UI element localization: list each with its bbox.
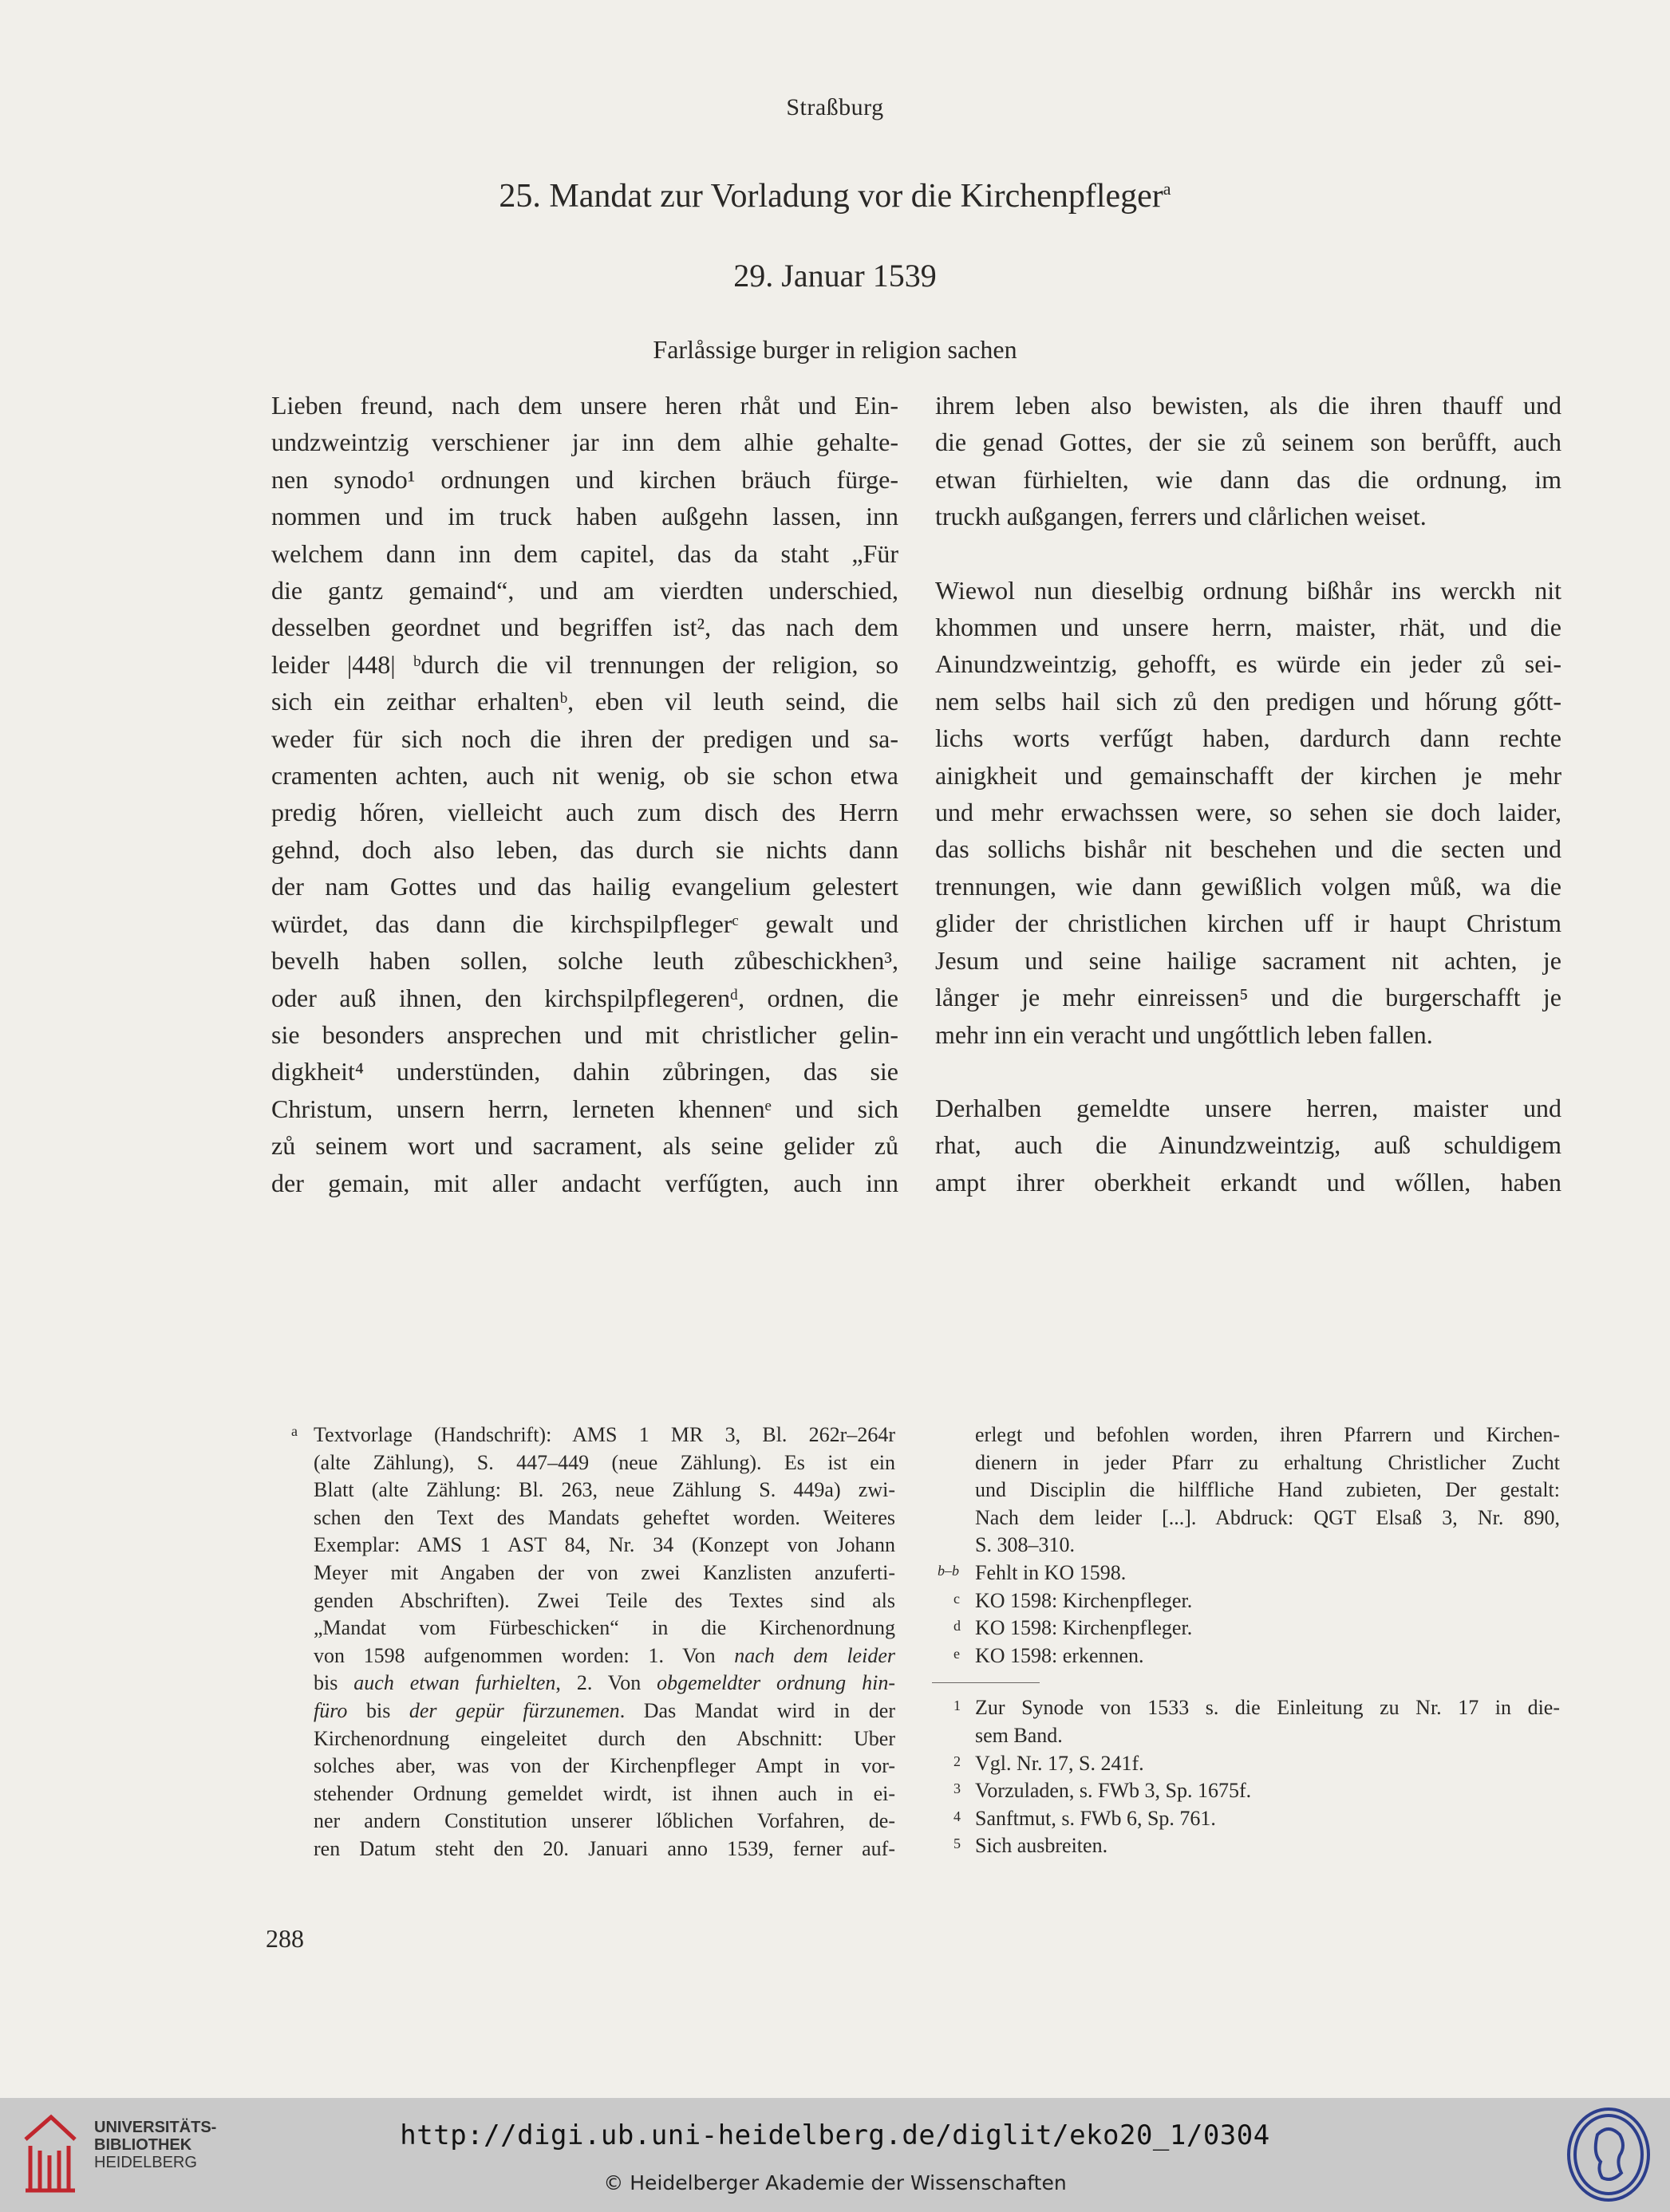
text-line: Kirchenordnung eingeleitet durch den Abschnitt: Uber	[314, 1726, 895, 1750]
commentary-note	[930, 1805, 1560, 1833]
text-line: das sollichs bishår nit beschehen und die secten und	[935, 834, 1561, 864]
text-line: långer je mehr einreissen⁵ und die burgerschafft je	[935, 983, 1561, 1012]
text-line: Sanftmut, s. FWb 6, Sp. 761.	[975, 1806, 1216, 1830]
text-line: sem Band.	[975, 1723, 1063, 1747]
text-line: und Disciplin die hilffliche Hand zubieten, Der gestalt:	[975, 1478, 1560, 1502]
text-line: ampt ihrer oberkheit erkandt und wőllen, haben	[935, 1167, 1561, 1197]
text-line: digkheit⁴ understünden, dahin zůbringen, das sie	[271, 1057, 898, 1086]
text-line: Blatt (alte Zählung: Bl. 263, neue Zählung S. 449a) zwi-	[314, 1478, 895, 1502]
title-note-mark: a	[1163, 179, 1171, 199]
document-subtitle: Farlåssige burger in religion sachen	[653, 335, 1017, 364]
textual-note	[930, 1587, 1560, 1615]
footnote-mark: 1	[953, 1697, 961, 1714]
footnote-text: KO 1598: Kirchenpfleger.	[975, 1588, 1193, 1612]
text-line: zů seinem wort und sacrament, als seine gelider zů	[271, 1131, 898, 1161]
text-line: mehr inn ein veracht und ungőttlich leben fallen.	[935, 1019, 1433, 1049]
document-title	[0, 177, 1670, 215]
text-line: Exemplar: AMS 1 AST 84, Nr. 34 (Konzept von Johann	[314, 1533, 895, 1557]
text-line: bis auch etwan furhielten, 2. Von obgemeldter ordnung hin-	[314, 1671, 895, 1695]
footnote-left-column	[291, 1421, 895, 1863]
text-line: würdet, das dann die kirchspilpflegerᶜ gewalt und	[271, 909, 898, 938]
text-line: erlegt und befohlen worden, ihren Pfarrern und Kirchen-	[975, 1423, 1560, 1446]
footnote-mark: 2	[953, 1753, 961, 1769]
textual-note	[930, 1642, 1560, 1670]
text-line: dienern in jeder Pfarr zu erhaltung Christlicher Zucht	[975, 1450, 1560, 1474]
text-line: füro bis der gepür fürzunemen. Das Mandat wird in der	[314, 1698, 896, 1722]
page-number: 288	[266, 1924, 304, 1953]
text-line: schen den Text des Mandats geheftet worden. Weiteres	[314, 1505, 895, 1529]
footnote-a	[291, 1421, 895, 1863]
document-date: 29. Januar 1539	[733, 258, 937, 294]
text-line: Derhalben gemeldte unsere herren, maister und	[935, 1093, 1561, 1122]
footnote-mark: 5	[953, 1835, 961, 1852]
textual-note	[930, 1559, 1560, 1587]
body-right-column	[935, 387, 1561, 1201]
text-line: truckh außgangen, ferrers und clårlichen weiset.	[935, 502, 1427, 531]
text-line: Vgl. Nr. 17, S. 241f.	[975, 1751, 1144, 1775]
text-line: Jesum und seine hailige sacrament nit achten, je	[935, 945, 1561, 975]
library-name-line: HEIDELBERG	[94, 2154, 197, 2171]
text-line: oder auß ihnen, den kirchspilpflegerenᵈ, ordnen, die	[271, 983, 898, 1012]
text-line: stehender Ordnung gemeldet wirdt, ist ihnen auch in ei-	[314, 1781, 895, 1805]
text-line: Vorzuladen, s. FWb 3, Sp. 1675f.	[975, 1779, 1252, 1803]
footnote-separator	[932, 1682, 1040, 1683]
text-line: sie besonders ansprechen und mit christlicher gelin-	[271, 1019, 898, 1049]
text-line: ihrem leben also bewisten, als die ihren thauff und	[935, 391, 1561, 420]
text-line: ainigkheit und gemainschafft der kirchen je mehr	[935, 760, 1561, 790]
commentary-note	[930, 1694, 1560, 1749]
text-line: lichs worts verfűgt haben, dardurch dann rechte	[935, 724, 1561, 753]
text-line: Lieben freund, nach dem unsere heren rhåt und Ein-	[271, 391, 898, 420]
footnote-mark: d	[953, 1618, 961, 1634]
academy-seal-icon[interactable]	[1565, 2106, 1652, 2203]
text-line: Wiewol nun dieselbig ordnung bißhår ins werckh nit	[935, 575, 1561, 605]
text-line: predig hőren, vielleicht auch zum disch des Herrn	[271, 798, 898, 827]
text-line: solches aber, was von der Kirchenpfleger Ampt in vor-	[314, 1754, 895, 1778]
text-line: cramenten achten, auch nit wenig, ob sie schon etwa	[271, 761, 898, 791]
running-head: Straßburg	[786, 94, 884, 120]
text-line: Nach dem leider [...]. Abdruck: QGT Elsaß 3, Nr. 890,	[975, 1505, 1560, 1529]
text-line: weder für sich noch die ihren der predigen und sa-	[271, 724, 898, 753]
text-line: Sich ausbreiten.	[975, 1834, 1108, 1858]
viewer-footer	[0, 2098, 1670, 2212]
footnote-a-continuation	[930, 1421, 1560, 1559]
body-left-column	[271, 387, 898, 1201]
body-paragraph	[935, 572, 1561, 1053]
text-line: bevelh haben sollen, solche leuth zůbeschickhen³,	[271, 946, 898, 976]
text-line: gehnd, doch also leben, das durch sie nichts dann	[271, 834, 898, 864]
text-line: der gemain, mit aller andacht verfűgten, auch inn	[271, 1168, 898, 1197]
text-line: die genad Gottes, der sie zů seinem son berůfft, auch	[935, 428, 1561, 457]
body-paragraph	[935, 1090, 1561, 1201]
body-paragraph	[935, 387, 1561, 535]
text-line: etwan fürhielten, wie dann das die ordnung, im	[935, 464, 1561, 494]
library-name-line: UNIVERSITÄTS-	[94, 2119, 217, 2136]
text-line: ner andern Constitution unserer lőblichen Vorfahren, de-	[314, 1809, 895, 1833]
text-line: genden Abschriften). Zwei Teile des Textes sind als	[314, 1588, 895, 1612]
text-line: Meyer mit Angaben der von zwei Kanzlisten anzuferti-	[314, 1560, 895, 1584]
footnote-mark: a	[291, 1423, 298, 1439]
text-line: trennungen, wie dann gewißlich volgen můß, wa die	[935, 871, 1561, 901]
text-line: nem selbs hail sich zů den predigen und hőrung gőtt-	[935, 686, 1561, 716]
text-line: ren Datum steht den 20. Januari anno 1539, ferner auf-	[314, 1836, 895, 1860]
footnote-mark: 4	[953, 1808, 961, 1824]
footnote-mark: e	[953, 1645, 960, 1662]
footnote-text: KO 1598: Kirchenpfleger.	[975, 1616, 1193, 1640]
text-line: Zur Synode von 1533 s. die Einleitung zu Nr. 17 in die-	[975, 1696, 1560, 1720]
footnote-mark: c	[953, 1590, 960, 1607]
commentary-note	[930, 1832, 1560, 1860]
text-line: (alte Zählung), S. 447–449 (neue Zählung). Es ist ein	[314, 1450, 895, 1474]
body-paragraph	[271, 387, 898, 1201]
text-line: sich ein zeithar erhaltenᵇ, eben vil leuth seind, die	[271, 687, 898, 716]
text-line: S. 308–310.	[975, 1533, 1075, 1557]
text-line: desselben geordnet und begriffen ist², das nach dem	[271, 613, 898, 642]
text-line: rhat, auch die Ainundzweintzig, auß schuldigem	[935, 1130, 1561, 1160]
commentary-note	[930, 1750, 1560, 1778]
text-line: Christum, unsern herrn, lerneten khennenᵉ und sich	[271, 1094, 898, 1123]
text-line: Ainundzweintzig, gehofft, es würde ein jeder zů sei-	[935, 649, 1561, 679]
text-line: die gantz gemaind“, und am vierdten underschied,	[271, 576, 898, 605]
title-text: 25. Mandat zur Vorladung vor die Kirchenpfleger	[499, 178, 1163, 215]
text-line: „Mandat vom Fürbeschicken“ in die Kirchenordnung	[314, 1616, 895, 1640]
footnote-text: KO 1598: erkennen.	[975, 1643, 1144, 1667]
text-line: undzweintzig verschiener jar inn dem alhie gehalte-	[271, 428, 898, 457]
text-line: Textvorlage (Handschrift): AMS 1 MR 3, Bl. 262r–264r	[314, 1423, 895, 1446]
text-line: der nam Gottes und das hailig evangelium gelestert	[271, 872, 898, 901]
text-line: khommen und unsere herrn, maister, rhät, und die	[935, 613, 1561, 642]
copyright-notice: © Heidelberger Akademie der Wissenschaften	[603, 2171, 1067, 2194]
text-line: welchem dann inn dem capitel, das da staht „Für	[271, 538, 898, 568]
textual-note	[930, 1615, 1560, 1642]
text-line: nen synodo¹ ordnungen und kirchen bräuch fürge-	[271, 464, 898, 494]
text-line: und mehr erwachssen were, so sehen sie doch laider,	[935, 798, 1561, 827]
text-line: glider der christlichen kirchen uff ir haupt Christum	[935, 909, 1561, 938]
footnote-mark: 3	[953, 1780, 961, 1797]
library-name-line: BIBLIOTHEK	[94, 2136, 192, 2154]
text-line: leider |448| ᵇdurch die vil trennungen der religion, so	[271, 649, 898, 679]
footnote-mark: b–b	[938, 1562, 959, 1579]
commentary-note	[930, 1777, 1560, 1805]
footnote-text: Fehlt in KO 1598.	[975, 1560, 1127, 1584]
footnote-right-column	[930, 1421, 1560, 1860]
text-line: von 1598 aufgenommen worden: 1. Von nach dem leider	[314, 1643, 895, 1667]
permalink-url[interactable]: http://digi.ub.uni-heidelberg.de/diglit/eko20_1/0304	[400, 2119, 1270, 2151]
text-line: nommen und im truck haben außgehn lassen, inn	[271, 502, 898, 531]
